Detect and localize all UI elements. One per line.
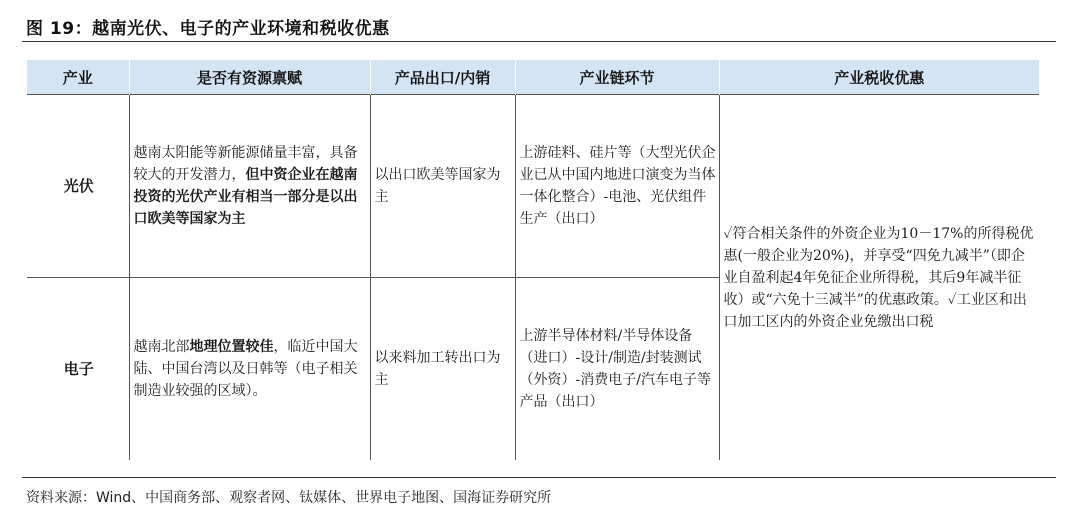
table-header-row [27,60,1039,95]
title-rule [22,41,1056,42]
resource-el-highlight: 地理位置较佳 [189,339,274,355]
resource-el-pre: 越南北部 [133,339,190,355]
export-electronics: 以来料加工转出口为主 [370,278,515,461]
table-row-pv [27,95,1039,278]
header-tax: 产业税收优惠 [719,60,1039,95]
figure-title: 图 19：越南光伏、电子的产业环境和税收优惠 [26,19,390,39]
chain-pv: 上游硅料、硅片等（大型光伏企业已从中国内地进口演变为当体一体化整合）-电池、光伏组件生产（出口） [515,95,719,278]
industry-table [27,60,1039,460]
export-pv: 以出口欧美等国家为主 [370,95,515,278]
bottom-rule [22,477,1056,478]
resource-el-post: ，临近中国大陆、中国台湾以及日韩等（电子相关制造业较强的区域）。 [133,339,358,399]
resource-pv-highlight: 但中资企业在越南投资的光伏产业有相当一部分是以出口欧美等国家为主 [133,167,358,227]
resource-pv-text: 越南太阳能等新能源储量丰富，具备较大的开发潜力， [133,145,358,183]
source-note: 资料来源：Wind、中国商务部、观察者网、钛媒体、世界电子地图、国海证券研究所 [26,490,552,506]
header-export: 产品出口/内销 [370,60,515,95]
industry-electronics: 电子 [63,360,94,378]
chain-electronics: 上游半导体材料/半导体设备（进口）-设计/制造/封装测试（外资）-消费电子/汽车电子等产品（出口） [515,278,719,461]
header-chain: 产业链环节 [515,60,719,95]
header-resource: 是否有资源禀赋 [129,60,370,95]
resource-electronics [129,278,370,461]
industry-pv: 光伏 [27,95,129,278]
tax-incentives: ✓符合相关条件的外资企业为10－17%的所得税优惠(一般企业为20%)，并享受“四免九减半”（即企业自盈利起4年免征企业所得税，其后9年减半征收）或“六免十三减半”的优惠政策。✓工业区和出口加工区内的外资企业免缴出口税 [719,95,1039,461]
header-industry: 产业 [27,60,129,95]
resource-pv [129,95,370,278]
